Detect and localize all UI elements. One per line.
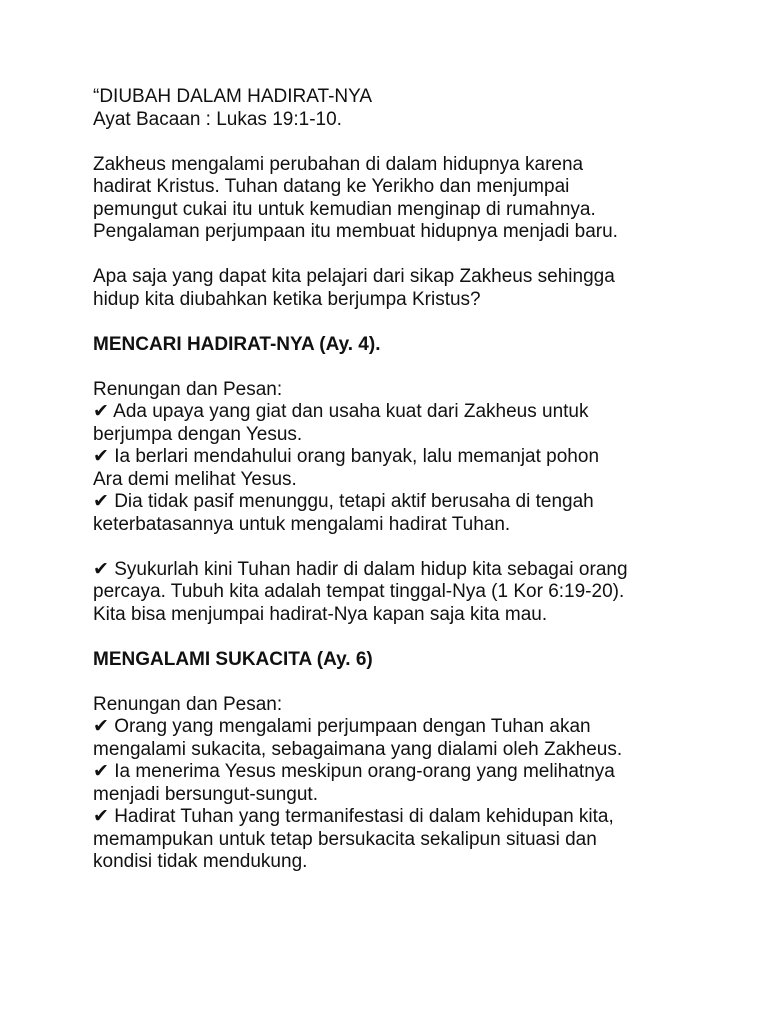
- question-line: hidup kita diubahkan ketika berjumpa Kristus?: [93, 288, 481, 310]
- intro-line: hadirat Kristus. Tuhan datang ke Yerikho dan menjumpai: [93, 176, 570, 197]
- paragraph-gap: [93, 244, 693, 267]
- question-line: Apa saja yang dapat kita pelajari dari sikap Zakheus sehingga: [93, 266, 615, 287]
- section2-point-line: ✔ Hadirat Tuhan yang termanifestasi di dalam kehidupan kita,: [93, 806, 614, 827]
- intro-line: Pengalaman perjumpaan itu membuat hidupnya menjadi baru.: [93, 221, 618, 242]
- section2-point-line: menjadi bersungut-sungut.: [93, 783, 318, 805]
- scripture-reference: Ayat Bacaan : Lukas 19:1-10.: [93, 108, 342, 130]
- section2-label: Renungan dan Pesan:: [93, 693, 283, 715]
- intro-line: Zakheus mengalami perubahan di dalam hidupnya karena: [93, 153, 584, 175]
- section1-point-line: ✔ Dia tidak pasif menunggu, tetapi aktif berusaha di tengah: [93, 491, 594, 512]
- section1-point-line: berjumpa dengan Yesus.: [93, 423, 303, 445]
- paragraph-gap: [93, 536, 693, 559]
- section2-point-line: mengalami sukacita, sebagaimana yang dialami oleh Zakheus.: [93, 738, 623, 760]
- paragraph-gap: [93, 671, 693, 694]
- paragraph-gap: [93, 131, 693, 154]
- section1-heading: MENCARI HADIRAT-NYA (Ay. 4).: [93, 333, 381, 355]
- document-title: “DIUBAH DALAM HADIRAT-NYA: [93, 86, 373, 107]
- section1-extra-line: ✔ Syukurlah kini Tuhan hadir di dalam hidup kita sebagai orang: [93, 558, 628, 580]
- section1-point-line: Ara demi melihat Yesus.: [93, 468, 297, 490]
- section2-point-line: memampukan untuk tetap bersukacita sekalipun situasi dan: [93, 828, 597, 850]
- paragraph-gap: [93, 356, 693, 379]
- paragraph-gap: [93, 626, 693, 649]
- paragraph-gap: [93, 311, 693, 334]
- section2-point-line: ✔ Ia menerima Yesus meskipun orang-orang yang melihatnya: [93, 761, 615, 782]
- section2-heading: MENGALAMI SUKACITA (Ay. 6): [93, 648, 373, 670]
- section1-extra-line: percaya. Tubuh kita adalah tempat tinggal-Nya (1 Kor 6:19-20).: [93, 581, 625, 602]
- section1-point-line: ✔ Ia berlari mendahului orang banyak, lalu memanjat pohon: [93, 446, 600, 467]
- section1-point-line: ✔ Ada upaya yang giat dan usaha kuat dari Zakheus untuk: [93, 401, 589, 422]
- section2-point-line: ✔ Orang yang mengalami perjumpaan dengan Tuhan akan: [93, 716, 591, 737]
- section2-point-line: kondisi tidak mendukung.: [93, 851, 308, 872]
- section1-label: Renungan dan Pesan:: [93, 378, 283, 400]
- section1-extra-line: Kita bisa menjumpai hadirat-Nya kapan saja kita mau.: [93, 603, 548, 625]
- intro-line: pemungut cukai itu untuk kemudian menginap di rumahnya.: [93, 198, 596, 220]
- document-body: [93, 86, 693, 874]
- section1-point-line: keterbatasannya untuk mengalami hadirat Tuhan.: [93, 513, 511, 535]
